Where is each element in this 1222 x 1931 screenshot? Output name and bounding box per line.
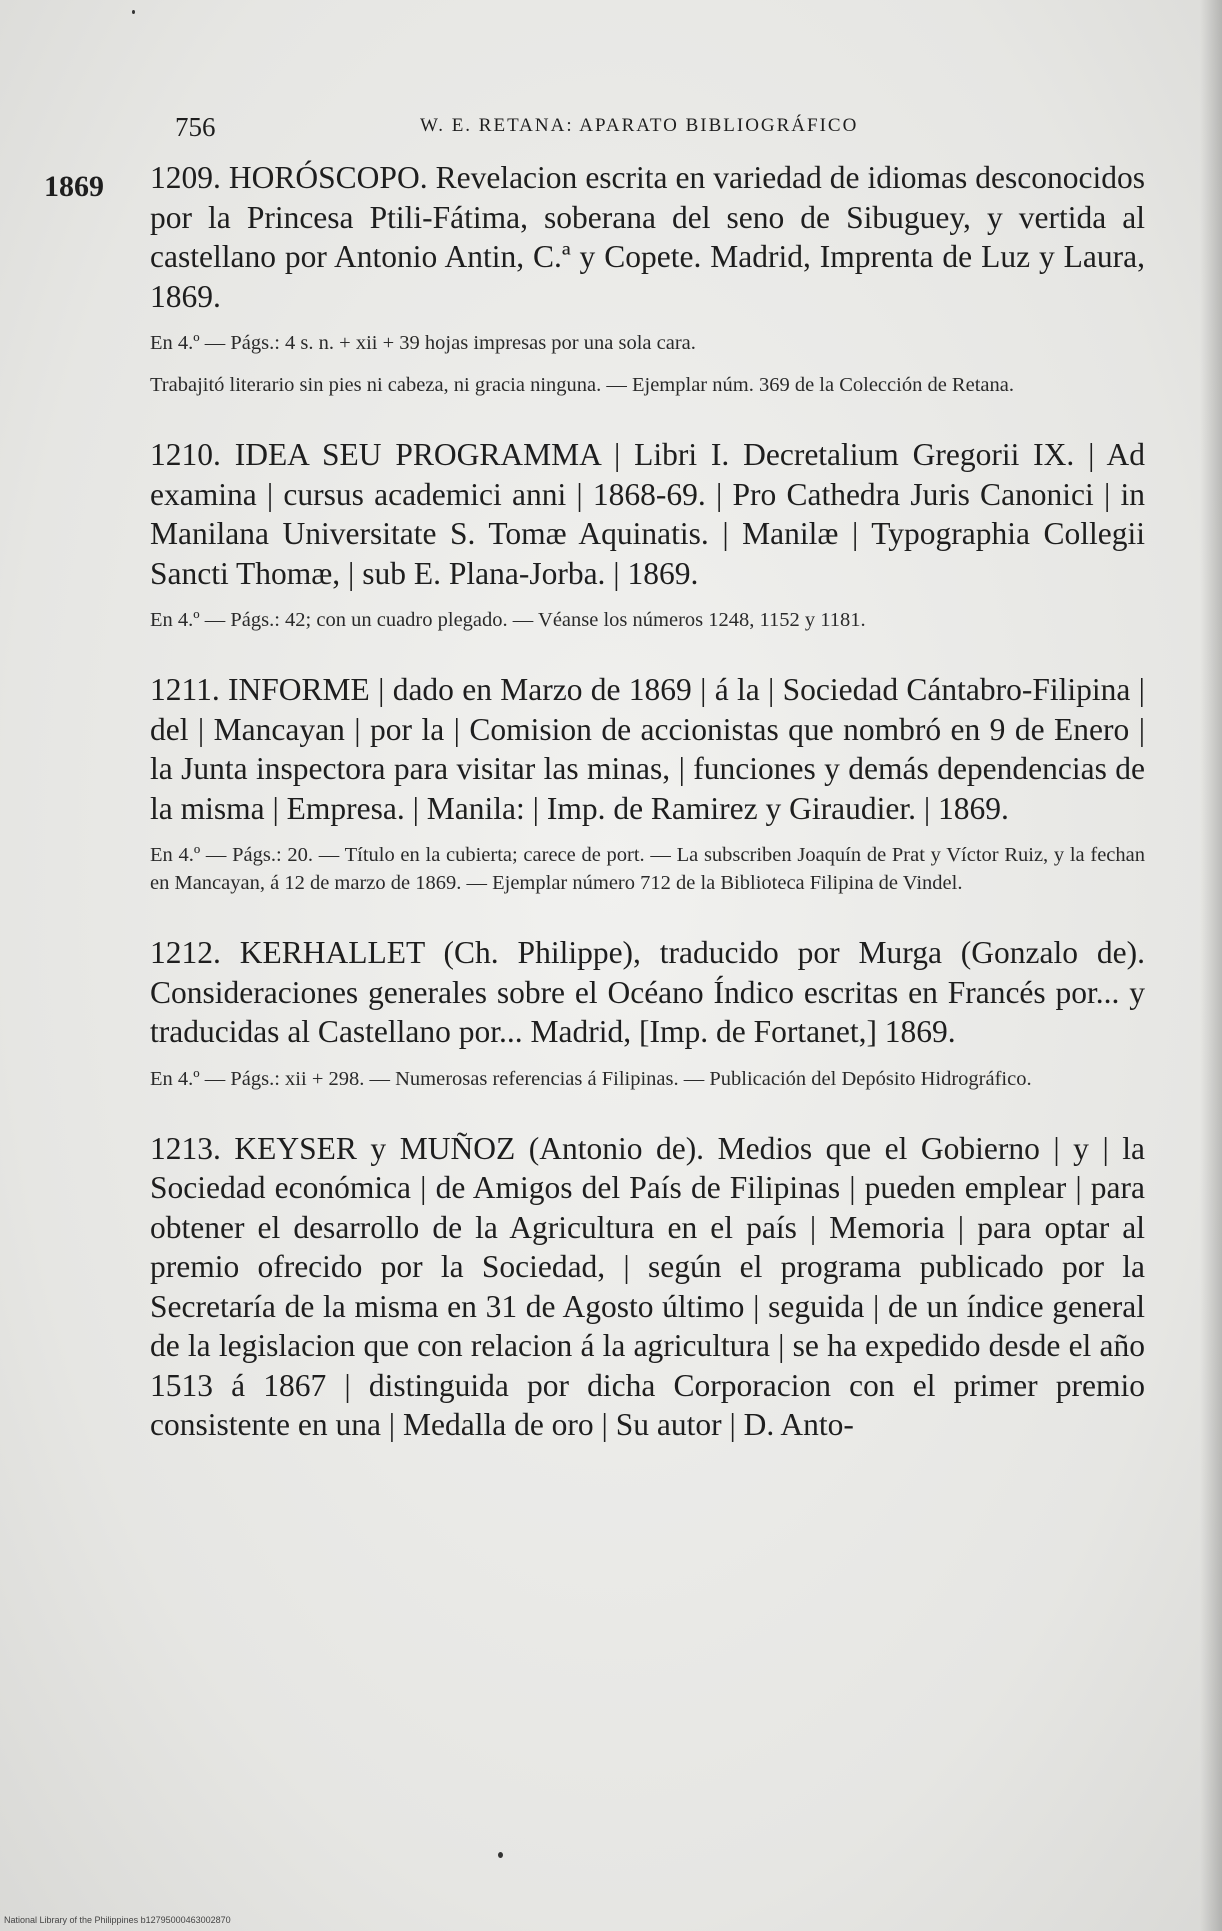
entry-text: 1211. INFORME | dado en Marzo de 1869 | á la | Sociedad Cántabro-Filipina | del | Mancayan | por la | Comision de accionistas que nombró en 9 de Enero | la Junta inspectora para visitar las minas, | funciones y demás dependencias de la misma | Empresa. | Manila: | Imp. de Ramirez y Giraudier. | 1869. [150, 672, 1145, 826]
entry-text: 1209. HORÓSCOPO. Revelacion escrita en variedad de idiomas desconocidos por la Princesa Ptili-Fátima, soberana del seno de Sibuguey, y vertida al castellano por Antonio Antin, C.ª y Copete. Madrid, Imprenta de Luz y Laura, 1869. [150, 160, 1145, 314]
entry-1210 [150, 435, 1145, 593]
page-edge-shadow [1200, 0, 1222, 1931]
running-head: W. E. RETANA: APARATO BIBLIOGRÁFICO [420, 115, 859, 136]
entry-1212 [150, 933, 1145, 1052]
page-header [175, 112, 1175, 142]
entry-text: 1210. IDEA SEU PROGRAMMA | Libri I. Decretalium Gregorii IX. | Ad examina | cursus academici anni | 1868-69. | Pro Cathedra Juris Canonici | in Manilana Universitate S. Tomæ Aquinatis. | Manilæ | Typographia Collegii Sancti Thomæ, | sub E. Plana-Jorba. | 1869. [150, 437, 1145, 591]
note-text: En 4.º — Págs.: 4 s. n. + xii + 39 hojas impresas por una sola cara. [150, 332, 696, 354]
entry-note [150, 329, 1145, 357]
page-number: 756 [175, 112, 216, 142]
library-stamp: National Library of the Philippines b12795000463002870 [4, 1915, 231, 1925]
page-body [150, 158, 1145, 1445]
entry-note [150, 606, 1145, 634]
entry-1211 [150, 670, 1145, 828]
entry-text: 1212. KERHALLET (Ch. Philippe), traducido por Murga (Gonzalo de). Consideraciones generales sobre el Océano Índico escritas en Francés por... y traducidas al Castellano por... Madrid, [Imp. de Fortanet,] 1869. [150, 935, 1145, 1049]
entry-note [150, 841, 1145, 897]
note-text: En 4.º — Págs.: xii + 298. — Numerosas referencias á Filipinas. — Publicación del Depósito Hidrográfico. [150, 1067, 1032, 1090]
entry-note [150, 371, 1145, 399]
entry-text: 1213. KEYSER y MUÑOZ (Antonio de). Medios que el Gobierno | y | la Sociedad económica | de Amigos del País de Filipinas | pueden emplear | para obtener el desarrollo de la Agricultura en el país | Memoria | para optar al premio ofrecido por la Sociedad, | según el programa publicado por la Secretaría de la misma en 31 de Agosto último | seguida | de un índice general de la legislacion que con relacion á la agricultura | se ha expedido desde el año 1513 á 1867 | distinguida por dicha Corporacion con el primer premio consistente en una | Medalla de oro | Su autor | D. Anto- [150, 1130, 1145, 1442]
note-text: En 4.º — Págs.: 20. — Título en la cubierta; carece de port. — La subscriben Joaquín de Prat y Víctor Ruiz, y la fechan en Mancayan, á 12 de marzo de 1869. — Ejemplar número 712 de la Biblioteca Filipina de Vindel. [150, 844, 1145, 894]
entry-1213 [150, 1129, 1145, 1445]
entry-1209 [150, 158, 1145, 316]
entry-note [150, 1065, 1145, 1093]
margin-year: 1869 [44, 170, 104, 203]
ink-speck [498, 1852, 503, 1858]
ink-speck [132, 10, 135, 14]
note-text: Trabajitó literario sin pies ni cabeza, ni gracia ninguna. — Ejemplar núm. 369 de la Colección de Retana. [150, 374, 1014, 396]
note-text: En 4.º — Págs.: 42; con un cuadro plegado. — Véanse los números 1248, 1152 y 1181. [150, 609, 866, 631]
